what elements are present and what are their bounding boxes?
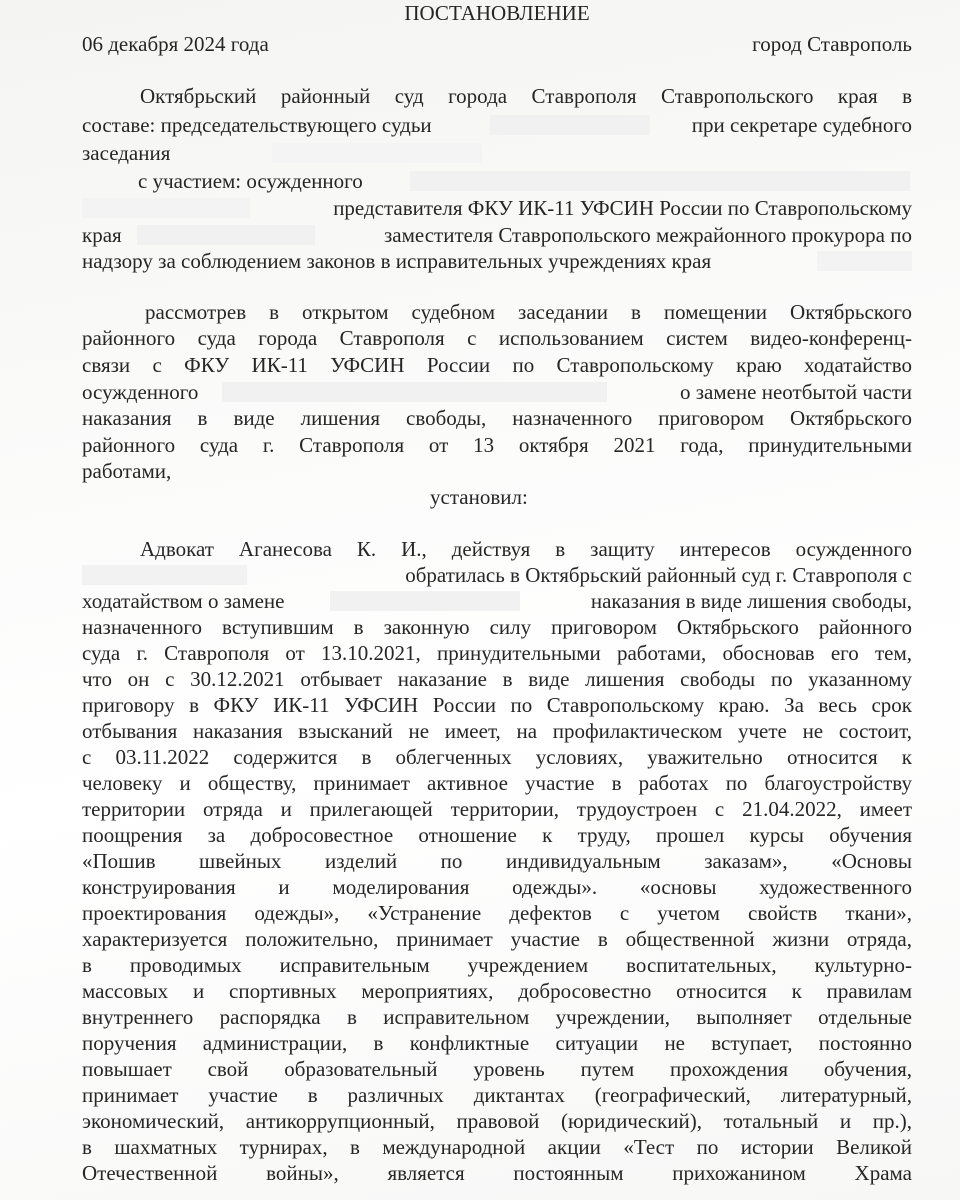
intro-line-4 (138, 168, 912, 194)
convict-word: осужденного (82, 380, 199, 404)
appeal-text: обратилась в Октябрьский районный суд г. Ставрополя с (405, 563, 912, 587)
consider-line-4 (82, 379, 912, 405)
body-line-10: человеку и обществу, принимает активное участие в работах по благоустройству (82, 771, 912, 795)
body-line-20: поручения администрации, в конфликтные ситуации не вступает, постоянно (82, 1031, 912, 1055)
motion-text: ходатайством о замене (82, 589, 285, 613)
consider-line-1: рассмотрев в открытом судебном заседании в помещении Октябрьского (145, 300, 912, 324)
body-line-12: поощрения за добросовестное отношение к труду, прошел курсы обучения (82, 823, 912, 847)
document-city: город Ставрополь (752, 32, 912, 56)
body-line-18: массовых и спортивных мероприятиях, добросовестно относится к правилам (82, 979, 912, 1003)
intro-line-5 (82, 195, 912, 221)
consider-line-6: районного суда г. Ставрополя от 13 октября 2021 года, принудительными (82, 433, 912, 457)
body-line-16: характеризуется положительно, принимает участие в общественной жизни отряда, (82, 927, 912, 951)
secretary-label: при секретаре судебного (691, 113, 912, 137)
session-label: заседания (82, 141, 171, 165)
body-line-5: суда г. Ставрополя от 13.10.2021, принудительными работами, обосновав его тем, (82, 641, 912, 665)
body-line-21: повышает свой образовательный уровень путем прохождения обучения, (82, 1057, 912, 1081)
intro-line-3 (82, 140, 912, 166)
judge-label: составе: председательствующего судьи (82, 113, 432, 137)
redacted-convict-name-2 (222, 382, 607, 402)
redacted-representative-name (137, 225, 315, 245)
body-line-25: Отечественной войны», является постоянным прихожанином Храма (82, 1161, 912, 1185)
document-title: ПОСТАНОВЛЕНИЕ (404, 1, 590, 25)
body-line-22: принимает участие в различных диктантах (географический, литературный, (82, 1083, 912, 1107)
redacted-part (330, 591, 520, 611)
consider-line-5: наказания в виде лишения свободы, назначенного приговором Октябрьского (82, 406, 912, 430)
body-line-15: проектирования одежды», «Устранение дефектов с учетом свойств ткани», (82, 901, 912, 925)
body-line-1: Адвокат Аганесова К. И., действуя в защиту интересов осужденного (140, 537, 912, 561)
body-line-8: отбывания наказания взысканий не имеет, на профилактическом учете не состоит, (82, 719, 912, 743)
representative-label: представителя ФКУ ИК-11 УФСИН России по Ставропольскому (333, 196, 912, 220)
body-line-7: приговору в ФКУ ИК-11 УФСИН России по Ставропольскому краю. За весь срок (82, 693, 912, 717)
body-line-3 (82, 588, 912, 614)
consider-line-3: связи с ФКУ ИК-11 УФСИН России по Ставропольскому краю ходатайство (82, 353, 912, 377)
redacted-judge-name (490, 115, 650, 135)
intro-line-2 (82, 112, 912, 138)
body-line-17: в проводимых исправительным учреждением воспитательных, культурно- (82, 953, 912, 977)
redacted-convict-name (410, 171, 910, 191)
intro-line-7 (82, 248, 912, 274)
body-line-4: назначенного вступившим в законную силу приговором Октябрьского районного (82, 615, 912, 639)
body-line-14: конструирования и моделирования одежды». «основы художественного (82, 875, 912, 899)
body-line-24: в шахматных турнирах, в международной акции «Тест по истории Великой (82, 1135, 912, 1159)
body-line-2 (82, 562, 912, 588)
body-line-11: территории отряда и прилегающей территории, трудоустроен с 21.04.2022, имеет (82, 797, 912, 821)
punishment-text: наказания в виде лишения свободы, (590, 589, 912, 613)
redacted-space (82, 198, 250, 218)
participation-label: с участием: осужденного (138, 169, 363, 193)
body-line-23: экономический, антикоррупционный, правовой (юридический), тотальный и пр.), (82, 1109, 912, 1133)
redacted-prosecutor-name (817, 251, 912, 271)
body-line-6: что он с 30.12.2021 отбывает наказание в виде лишения свободы по указанному (82, 667, 912, 691)
document-date: 06 декабря 2024 года (82, 32, 269, 56)
consider-line-7: работами, (82, 459, 172, 483)
intro-line-1: Октябрьский районный суд города Ставрополя Ставропольского края в (140, 84, 912, 108)
body-line-9: с 03.11.2022 содержится в облегченных условиях, уважительно относится к (82, 745, 912, 769)
consider-line-2: районного суда города Ставрополя с использованием систем видео-конференц- (82, 326, 912, 350)
established-heading: установил: (430, 485, 528, 509)
supervision-label: надзору за соблюдением законов в исправительных учреждениях края (82, 249, 712, 273)
replacement-label: о замене неотбытой части (679, 380, 912, 404)
prosecutor-label: заместителя Ставропольского межрайонного прокурора по (383, 223, 912, 247)
region-word: края (82, 223, 122, 247)
intro-line-6 (82, 222, 912, 248)
redacted-secretary-name (272, 143, 482, 163)
redacted-convict-name-3 (82, 565, 247, 585)
date-city-row (82, 31, 912, 57)
body-line-19: внутреннего распорядка в исправительном учреждении, выполняет отдельные (82, 1005, 912, 1029)
body-line-13: «Пошив швейных изделий по индивидуальным заказам», «Основы (82, 849, 912, 873)
